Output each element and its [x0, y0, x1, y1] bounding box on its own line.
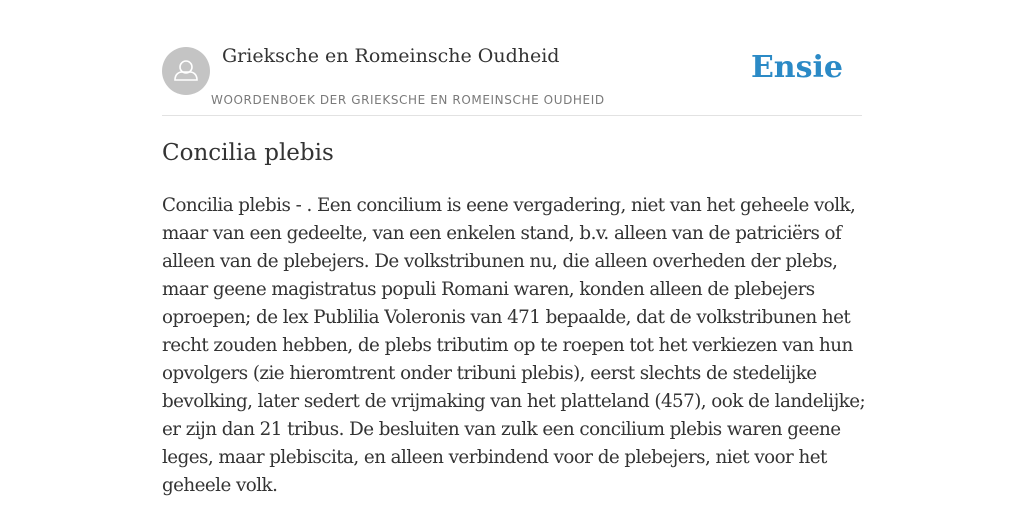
source-subtitle[interactable]: WOORDENBOEK DER GRIEKSCHE EN ROMEINSCHE OUDHEID: [211, 93, 605, 107]
header-divider: [162, 115, 862, 116]
source-title[interactable]: Grieksche en Romeinsche Oudheid: [222, 45, 560, 67]
entry-body-line: er zijn dan 21 tribus. De besluiten van zulk een concilium plebis waren geene: [162, 419, 841, 440]
user-silhouette-icon[interactable]: [162, 47, 210, 95]
entry-title: Concilia plebis: [162, 140, 334, 166]
entry-body-line: recht zouden hebben, de plebs tributim op te roepen tot het verkiezen van hun: [162, 335, 853, 356]
entry-body-line: maar van een gedeelte, van een enkelen stand, b.v. alleen van de patriciërs of: [162, 223, 842, 244]
entry-body-line: oproepen; de lex Publilia Voleronis van 471 bepaalde, dat de volkstribunen het: [162, 307, 851, 328]
entry-body-line: alleen van de plebejers. De volkstribunen nu, die alleen overheden der plebs,: [162, 251, 838, 272]
entry-body-line: bevolking, later sedert de vrijmaking van het platteland (457), ook de landelijke;: [162, 391, 866, 412]
entry-body-line: opvolgers (zie hieromtrent onder tribuni plebis), eerst slechts de stedelijke: [162, 363, 817, 384]
entry-body-line: geheele volk.: [162, 475, 278, 496]
entry-body-line: Concilia plebis - . Een concilium is eene vergadering, niet van het geheele volk,: [162, 195, 856, 216]
ensie-logo[interactable]: Ensie: [750, 50, 843, 85]
entry-body-line: maar geene magistratus populi Romani waren, konden alleen de plebejers: [162, 279, 815, 300]
entry-body: [162, 192, 866, 500]
entry-body-line: leges, maar plebiscita, en alleen verbindend voor de plebejers, niet voor het: [162, 447, 827, 468]
